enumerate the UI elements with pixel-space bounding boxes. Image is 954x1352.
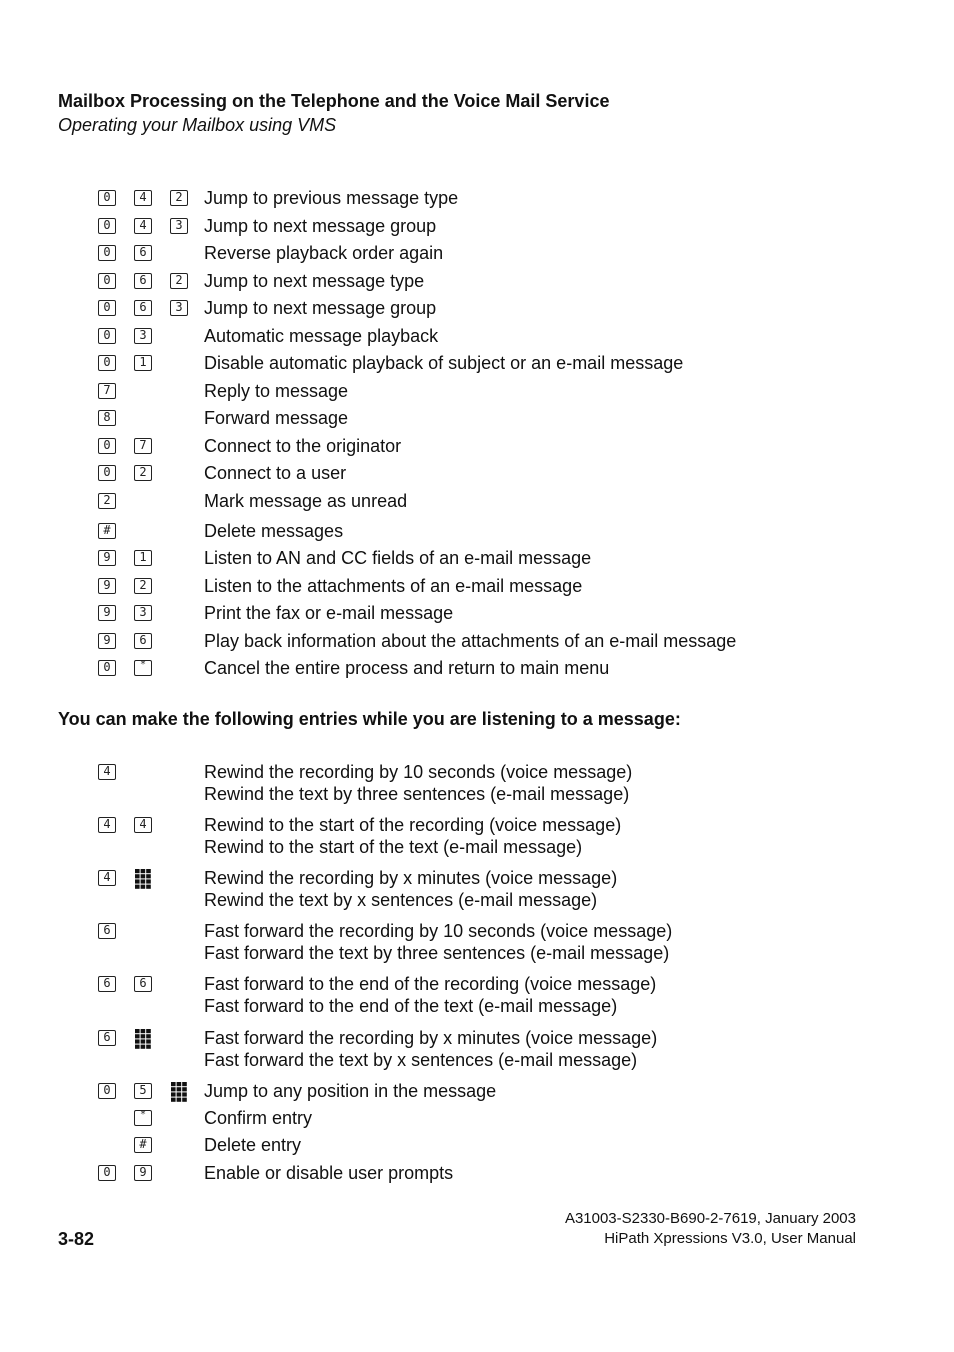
command-row [0, 493, 954, 517]
command-row [0, 523, 954, 547]
command-row [0, 578, 954, 602]
phone-key-icon: 9 [134, 1165, 152, 1181]
command-description: Listen to the attachments of an e-mail message [204, 576, 583, 596]
phone-key-icon: 4 [98, 817, 116, 833]
command-description: Print the fax or e-mail message [204, 603, 454, 623]
phone-key-icon: 7 [134, 438, 152, 454]
command-description: Reply to message [204, 381, 349, 401]
command-row [0, 1110, 954, 1134]
command-row [0, 1028, 954, 1070]
command-row [0, 1165, 954, 1189]
phone-key-icon: 6 [98, 923, 116, 939]
phone-key-icon: 7 [98, 383, 116, 399]
command-row [0, 383, 954, 407]
phone-key-icon: * [134, 1110, 152, 1126]
command-description: Delete entry [204, 1135, 302, 1155]
command-description: Fast forward the recording by x minutes (voice message) [204, 1028, 658, 1048]
command-row [0, 550, 954, 574]
command-row [0, 605, 954, 629]
command-description: Cancel the entire process and return to main menu [204, 658, 610, 678]
phone-key-icon: 1 [134, 355, 152, 371]
phone-key-icon: 6 [98, 1030, 116, 1046]
phone-key-icon: 9 [98, 550, 116, 566]
command-row [0, 328, 954, 352]
phone-key-icon: 0 [98, 355, 116, 371]
phone-key-icon: 9 [98, 605, 116, 621]
phone-key-icon: 1 [134, 550, 152, 566]
phone-key-icon: 2 [134, 465, 152, 481]
manual-title: HiPath Xpressions V3.0, User Manual [604, 1230, 856, 1247]
command-description: Automatic message playback [204, 326, 439, 346]
phone-key-icon: 4 [98, 764, 116, 780]
command-description: Fast forward the text by x sentences (e-mail message) [204, 1050, 638, 1070]
page-number: 3-82 [58, 1229, 95, 1249]
phone-key-icon: 6 [134, 976, 152, 992]
section-heading: You can make the following entries while you are listening to a message: [58, 709, 681, 729]
command-description: Rewind to the start of the text (e-mail message) [204, 837, 583, 857]
command-description: Jump to previous message type [204, 188, 459, 208]
command-description: Rewind the recording by 10 seconds (voice message) [204, 762, 633, 782]
doc-reference: A31003-S2330-B690-2-7619, January 2003 [564, 1210, 856, 1227]
command-row [0, 465, 954, 489]
command-description: Rewind the text by three sentences (e-mail message) [204, 784, 630, 804]
command-description: Connect to the originator [204, 436, 402, 456]
phone-key-icon: # [134, 1137, 152, 1153]
command-row [0, 218, 954, 242]
command-row [0, 633, 954, 657]
command-description: Delete messages [204, 521, 344, 541]
phone-key-icon: 0 [98, 190, 116, 206]
phone-key-icon: 0 [98, 218, 116, 234]
phone-key-icon: 6 [98, 976, 116, 992]
phone-key-icon: 0 [98, 245, 116, 261]
phone-key-icon: 2 [98, 493, 116, 509]
command-row [0, 190, 954, 214]
command-description: Fast forward the text by three sentences (e-mail message) [204, 943, 670, 963]
command-row [0, 974, 954, 1016]
phone-key-icon: 4 [134, 190, 152, 206]
command-description: Rewind the text by x sentences (e-mail message) [204, 890, 598, 910]
phone-key-icon: 4 [134, 218, 152, 234]
phone-key-icon: 8 [98, 410, 116, 426]
phone-key-icon: 0 [98, 438, 116, 454]
command-description: Jump to next message group [204, 216, 437, 236]
numeric-keypad-icon [170, 1081, 188, 1103]
command-row [0, 762, 954, 804]
phone-key-icon: 0 [98, 328, 116, 344]
phone-key-icon: 0 [98, 660, 116, 676]
phone-key-icon: 0 [98, 273, 116, 289]
command-description: Play back information about the attachments of an e-mail message [204, 631, 737, 651]
command-row [0, 300, 954, 324]
phone-key-icon: 3 [170, 300, 188, 316]
command-description: Fast forward to the end of the recording (voice message) [204, 974, 657, 994]
phone-key-icon: 6 [134, 300, 152, 316]
header-subtitle: Operating your Mailbox using VMS [58, 115, 337, 135]
phone-key-icon: 9 [98, 633, 116, 649]
command-description: Rewind the recording by x minutes (voice message) [204, 868, 618, 888]
numeric-keypad-icon [134, 1028, 152, 1050]
command-description: Reverse playback order again [204, 243, 444, 263]
phone-key-icon: # [98, 523, 116, 539]
command-row [0, 245, 954, 269]
phone-key-icon: 0 [98, 1165, 116, 1181]
phone-key-icon: 6 [134, 633, 152, 649]
phone-key-icon: 4 [98, 870, 116, 886]
command-row [0, 1083, 954, 1107]
command-row [0, 273, 954, 297]
command-row [0, 660, 954, 684]
phone-key-icon: 6 [134, 273, 152, 289]
phone-key-icon: 3 [134, 605, 152, 621]
phone-key-icon: 3 [170, 218, 188, 234]
phone-key-icon: 9 [98, 578, 116, 594]
command-row [0, 815, 954, 857]
command-row [0, 921, 954, 963]
command-description: Fast forward the recording by 10 seconds (voice message) [204, 921, 673, 941]
command-description: Jump to next message group [204, 298, 437, 318]
phone-key-icon: 4 [134, 817, 152, 833]
phone-key-icon: 2 [170, 273, 188, 289]
command-description: Jump to next message type [204, 271, 425, 291]
command-description: Listen to AN and CC fields of an e-mail message [204, 548, 592, 568]
phone-key-icon: 2 [134, 578, 152, 594]
phone-key-icon: * [134, 660, 152, 676]
command-description: Rewind to the start of the recording (voice message) [204, 815, 622, 835]
phone-key-icon: 0 [98, 465, 116, 481]
phone-key-icon: 6 [134, 245, 152, 261]
command-description: Disable automatic playback of subject or an e-mail message [204, 353, 684, 373]
command-description: Jump to any position in the message [204, 1081, 497, 1101]
phone-key-icon: 3 [134, 328, 152, 344]
command-row [0, 868, 954, 910]
command-description: Forward message [204, 408, 349, 428]
numeric-keypad-icon [134, 868, 152, 890]
header-title: Mailbox Processing on the Telephone and the Voice Mail Service [58, 91, 610, 111]
command-row [0, 355, 954, 379]
command-description: Enable or disable user prompts [204, 1163, 454, 1183]
command-description: Fast forward to the end of the text (e-mail message) [204, 996, 618, 1016]
command-description: Connect to a user [204, 463, 347, 483]
phone-key-icon: 5 [134, 1083, 152, 1099]
phone-key-icon: 2 [170, 190, 188, 206]
command-description: Mark message as unread [204, 491, 408, 511]
phone-key-icon: 0 [98, 300, 116, 316]
phone-key-icon: 0 [98, 1083, 116, 1099]
command-row [0, 410, 954, 434]
command-row [0, 1137, 954, 1161]
command-row [0, 438, 954, 462]
command-description: Confirm entry [204, 1108, 313, 1128]
